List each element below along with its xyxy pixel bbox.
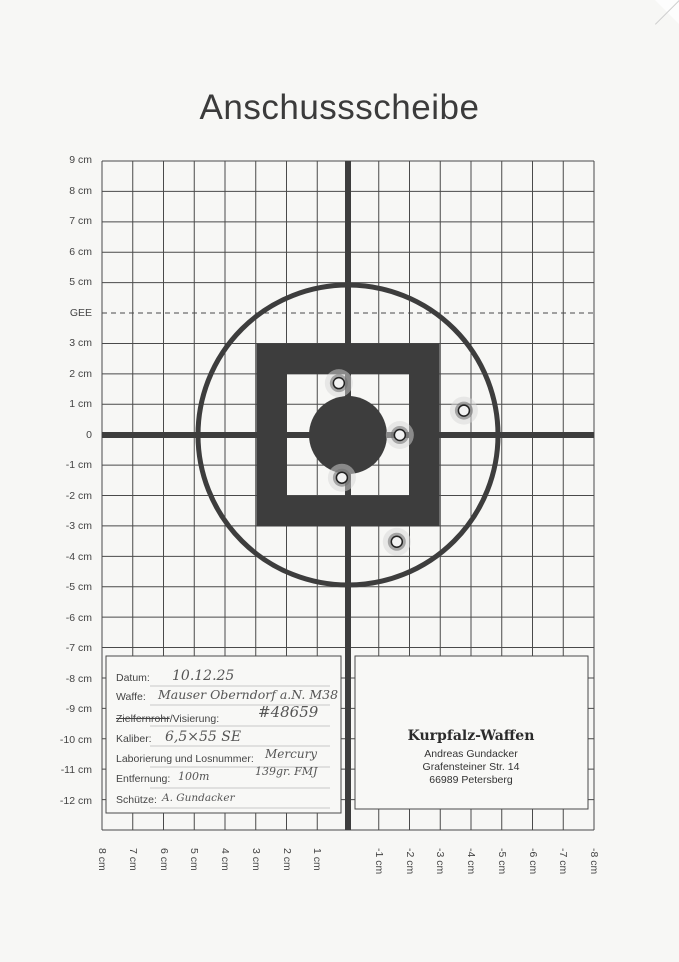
y-axis-label: -8 cm — [65, 672, 92, 685]
y-axis-label: -7 cm — [65, 642, 92, 654]
schuetze-row — [116, 794, 157, 806]
x-axis-label: -6 cm — [526, 848, 539, 875]
bullet-hole — [391, 536, 402, 547]
stamp-line-3: 66989 Petersberg — [429, 774, 513, 786]
x-axis-label: -4 cm — [465, 848, 477, 875]
x-axis-label: 2 cm — [280, 848, 293, 871]
stamp-line-1: Andreas Gundacker — [424, 748, 518, 760]
x-axis-label: 4 cm — [219, 848, 231, 871]
x-axis-label: 8 cm — [96, 848, 108, 871]
schuetze-value: A. Gundacker — [162, 792, 235, 804]
kaliber-value: 6,5×55 SE — [165, 729, 242, 745]
kaliber-label: Kaliber: — [116, 733, 152, 745]
zielfernrohr-row — [116, 713, 219, 725]
serial-number-value: #48659 — [258, 703, 319, 721]
x-axis-label: 5 cm — [188, 848, 201, 871]
y-axis-label: 1 cm — [69, 398, 92, 410]
y-axis-label: -1 cm — [65, 459, 92, 471]
y-axis-label: 9 cm — [69, 154, 92, 166]
visierung-label: /Visierung: — [169, 713, 220, 725]
bullet-hole — [458, 405, 469, 416]
laborierung-label: Laborierung und Losnummer: — [116, 753, 254, 765]
y-axis-label: -3 cm — [65, 520, 92, 532]
y-axis-label: -5 cm — [65, 581, 92, 593]
y-axis-label: GEE — [69, 306, 92, 319]
x-axis-label: 3 cm — [249, 848, 262, 871]
x-axis-label: -1 cm — [372, 848, 385, 875]
schuetze-label: Schütze: — [116, 794, 157, 806]
y-axis-label: 3 cm — [69, 337, 92, 349]
laborierung-value-2: 139gr. FMJ — [255, 765, 318, 778]
y-axis-label: -2 cm — [65, 489, 92, 502]
entfernung-row — [116, 773, 170, 785]
y-axis-label: 7 cm — [69, 215, 92, 227]
y-axis-label: -12 cm — [59, 794, 92, 807]
y-axis-label: 6 cm — [69, 245, 92, 258]
kaliber-row — [116, 733, 152, 745]
stamp-line-2: Grafensteiner Str. 14 — [422, 761, 520, 773]
x-axis-label: -7 cm — [557, 848, 570, 875]
stamp-brand: Kurpfalz-Waffen — [407, 728, 535, 744]
bullet-hole — [394, 430, 405, 441]
entfernung-value: 100m — [178, 770, 210, 783]
crosshair-vertical — [345, 161, 351, 830]
x-axis-label: -3 cm — [434, 848, 447, 875]
y-axis-label: -9 cm — [65, 703, 92, 715]
x-axis-label: 6 cm — [157, 848, 170, 871]
y-axis-label: 0 — [86, 428, 92, 441]
y-axis-label: -11 cm — [60, 764, 92, 776]
datum-value: 10.12.25 — [172, 668, 235, 684]
y-axis-label: 5 cm — [69, 276, 92, 288]
waffe-label: Waffe: — [116, 691, 146, 703]
sheet-title: Anschussscheibe — [199, 88, 480, 127]
x-axis-label: -8 cm — [588, 848, 600, 875]
zielfernrohr-label: Zielfernrohr — [116, 713, 170, 725]
laborierung-value: Mercury — [265, 747, 318, 761]
datum-label: Datum: — [116, 672, 150, 684]
y-axis-label: 2 cm — [69, 367, 92, 380]
x-axis-label: 1 cm — [311, 848, 324, 871]
y-axis-label: 8 cm — [69, 184, 92, 197]
datum-row — [116, 672, 150, 684]
y-axis-label: -10 cm — [59, 733, 92, 746]
y-axis-label: -4 cm — [65, 550, 92, 563]
x-axis-label: -2 cm — [403, 848, 416, 875]
waffe-value: Mauser Oberndorf a.N. M38 — [158, 687, 339, 702]
entfernung-label: Entfernung: — [116, 773, 171, 785]
bullet-hole — [333, 378, 344, 389]
x-axis-label: -5 cm — [495, 848, 508, 875]
y-axis-label: -6 cm — [65, 611, 92, 624]
bullet-hole — [336, 472, 347, 483]
x-axis-label: 7 cm — [126, 848, 139, 871]
waffe-row — [116, 691, 146, 703]
bullseye — [309, 396, 387, 474]
laborierung-row — [116, 753, 254, 765]
